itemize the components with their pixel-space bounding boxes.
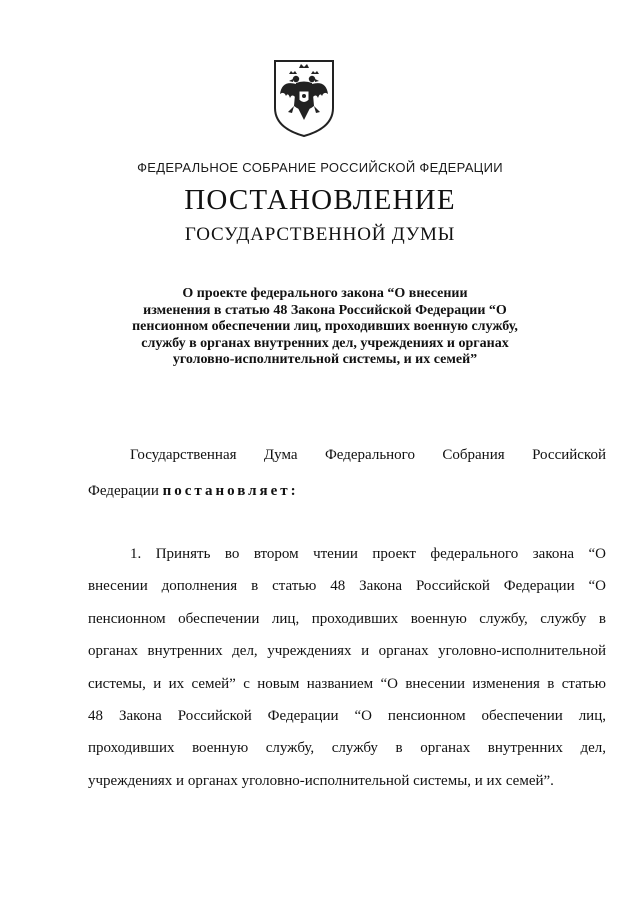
paragraph-line: 48 Закона Российской Федерации “О пенсионном обеспечении лиц, — [88, 708, 606, 725]
document-subject — [120, 286, 530, 369]
subject-line: службу в органах внутренних дел, учреждениях и органах — [141, 335, 509, 351]
paragraph-line: пенсионном обеспечении лиц, проходивших военную службу, службу в — [88, 610, 606, 627]
preamble-line — [88, 473, 606, 509]
paragraph-line: 1. Принять во втором чтении проект федерального закона “О — [130, 546, 606, 562]
preamble-line-start: Федерации — [88, 483, 163, 499]
paragraph-line: системы, и их семей” с новым названием “О внесении изменения в статью — [88, 675, 606, 692]
preamble-paragraph — [88, 437, 606, 509]
decision-paragraph-1 — [88, 538, 606, 797]
document-subtitle: ГОСУДАРСТВЕННОЙ ДУМЫ — [184, 224, 456, 245]
subject-line: изменения в статью 48 Закона Российской Федерации “О — [143, 302, 507, 318]
assembly-name: ФЕДЕРАЛЬНОЕ СОБРАНИЕ РОССИЙСКОЙ ФЕДЕРАЦИИ — [137, 160, 503, 175]
paragraph-line: органах внутренних дел, учреждениях и органах уголовно-исполнительной — [88, 643, 606, 660]
paragraph-line: внесении дополнения в статью 48 Закона Российской Федерации “О — [88, 578, 606, 595]
coat-of-arms-icon — [272, 58, 336, 138]
preamble-line: Государственная Дума Федерального Собрания Российской — [130, 447, 606, 463]
paragraph-line: проходивших военную службу, службу в органах внутренних дел, — [88, 740, 606, 757]
subject-line: пенсионном обеспечении лиц, проходивших военную службу, — [132, 319, 518, 334]
subject-line: уголовно-исполнительной системы, и их семей” — [172, 352, 478, 367]
document-title: ПОСТАНОВЛЕНИЕ — [184, 184, 456, 216]
coat-of-arms-emblem — [272, 58, 336, 138]
decree-word: постановляет: — [162, 483, 299, 499]
paragraph-line: учреждениях и органах уголовно-исполнительной системы, и их семей”. — [88, 772, 554, 789]
subject-line: О проекте федерального закона “О внесении — [182, 286, 468, 301]
